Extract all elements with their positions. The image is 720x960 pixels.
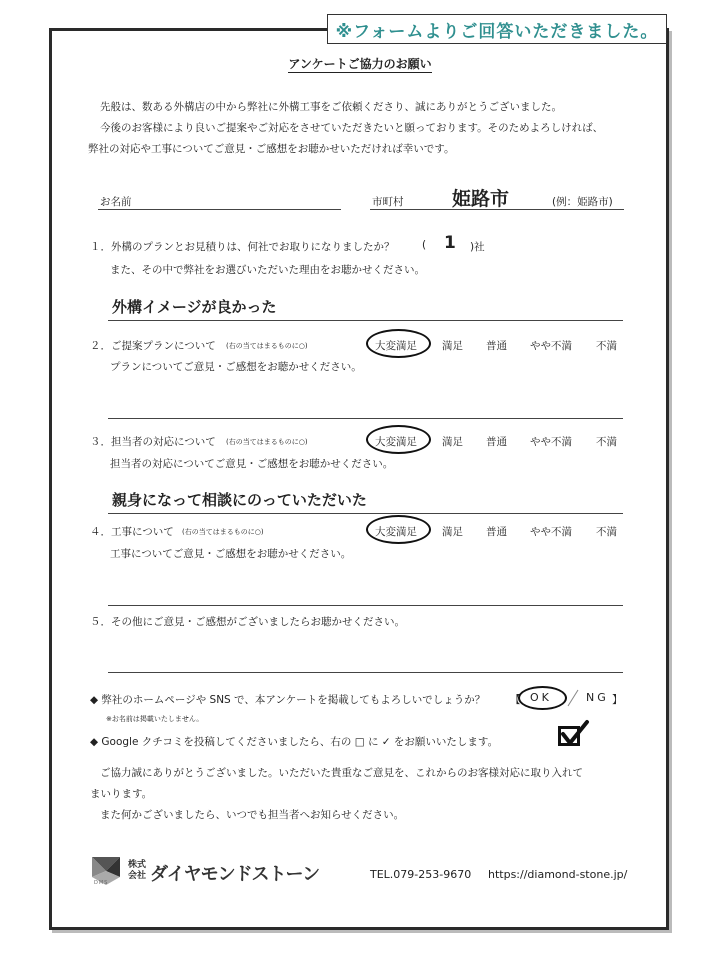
q3-sub: 担当者の対応についてご意見・ご感想をお聴かせください。 [110,458,394,470]
closing-line-3: また何かございましたら、いつでも担当者へお知らせください。 [100,809,405,821]
city-underline [370,209,624,210]
homepage-ng-option[interactable]: NG [586,691,609,704]
name-label: お名前 [100,196,132,208]
company-prefix-bottom: 会社 [128,871,147,881]
check-mark-icon [560,719,590,749]
q1-close-paren: )社 [470,241,485,253]
intro-line-1: 先般は、数ある外構店の中から弊社に外構工事をご依頼くださり、誠にありがとうございました。 [100,101,562,113]
q4-note: (右の当てはまるものに○) [182,528,264,536]
q4-rating-5[interactable]: 不満 [596,526,617,538]
closing-line-2: まいります。 [90,788,153,800]
city-label: 市町村 [372,196,404,208]
q2-rating-3[interactable]: 普通 [486,340,507,352]
company-name: ダイヤモンドストーン [150,864,320,885]
q2-sub: プランについてご意見・ご感想をお聴かせください。 [110,361,362,373]
company-tel: TEL.079-253-9670 [370,868,472,881]
q2-rating-1[interactable]: 大変満足 [375,340,417,352]
q1-open-paren: ( [422,239,427,251]
q2-note: (右の当てはまるものに○) [226,342,308,350]
q4-rating-2[interactable]: 満足 [442,526,463,538]
q3-answer: 親身になって相談にのっていただいた [112,491,367,509]
homepage-ok-option[interactable]: OK [530,691,552,704]
page-title [0,55,720,72]
q5-label: ５．その他にご意見・ご感想がございましたらお聴かせください。 [90,616,405,628]
q4-label: ４．工事について [90,526,174,538]
q3-rating-4[interactable]: やや不満 [530,436,572,448]
homepage-question: ◆ 弊社のホームページや SNS で、本アンケートを掲載してもよろしいでしょうか？ [90,694,486,706]
q1-count: 1 [444,233,456,253]
q3-rating-1[interactable]: 大変満足 [375,436,417,448]
google-review-text: ◆ Google クチコミを投稿してくださいましたら、右の □ に ✓ をお願いいたします。 [90,736,499,748]
name-underline [98,209,341,210]
q4-rating-4[interactable]: やや不満 [530,526,572,538]
intro-line-3: 弊社の対応や工事についてご意見・ご感想をお聴かせいただければ幸いです。 [88,143,455,155]
q2-rating-5[interactable]: 不満 [596,340,617,352]
form-submission-note: ※フォームよりご回答いただきました。 [327,14,667,44]
q4-sub: 工事についてご意見・ご感想をお聴かせください。 [110,548,352,560]
q4-rating-3[interactable]: 普通 [486,526,507,538]
q4-answer-line [108,605,623,606]
company-logo-mark-text: DMS [94,880,109,886]
q1-sub: また、その中で弊社をお選びいただいた理由をお聴かせください。 [110,264,425,276]
q2-answer-line [108,418,623,419]
homepage-note: ※お名前は掲載いたしません。 [106,715,204,723]
intro-line-2: 今後のお客様により良いご提案やご対応をさせていただきたいと願っております。そのためよろしければ、 [100,122,604,134]
q1-answer: 外構イメージが良かった [112,298,277,316]
q3-rating-2[interactable]: 満足 [442,436,463,448]
page-title-text: アンケートご協力のお願い [288,57,432,71]
company-prefix-top: 株式 [128,860,147,870]
q4-rating-1[interactable]: 大変満足 [375,526,417,538]
q3-rating-3[interactable]: 普通 [486,436,507,448]
q3-rating-5[interactable]: 不満 [596,436,617,448]
q5-answer-line [108,672,623,673]
q2-rating-2[interactable]: 満足 [442,340,463,352]
homepage-bracket-open: 【 [510,694,521,706]
slash-separator [566,688,580,708]
q1-answer-line [108,320,623,321]
q2-rating-4[interactable]: やや不満 [530,340,572,352]
city-value: 姫路市 [452,188,510,210]
company-url[interactable]: https://diamond-stone.jp/ [488,868,628,881]
q1-question: １．外構のプランとお見積りは、何社でお取りになりましたか？ [90,241,395,253]
q3-label: ３．担当者の対応について [90,436,216,448]
city-example: (例：姫路市) [552,196,613,208]
q3-note: (右の当てはまるものに○) [226,438,308,446]
homepage-bracket-close: 】 [612,694,623,706]
q2-label: ２．ご提案プランについて [90,340,216,352]
closing-line-1: ご協力誠にありがとうございました。いただいた貴重なご意見を、これからのお客様対応に取り入れて [100,767,583,779]
q3-answer-line [108,513,623,514]
